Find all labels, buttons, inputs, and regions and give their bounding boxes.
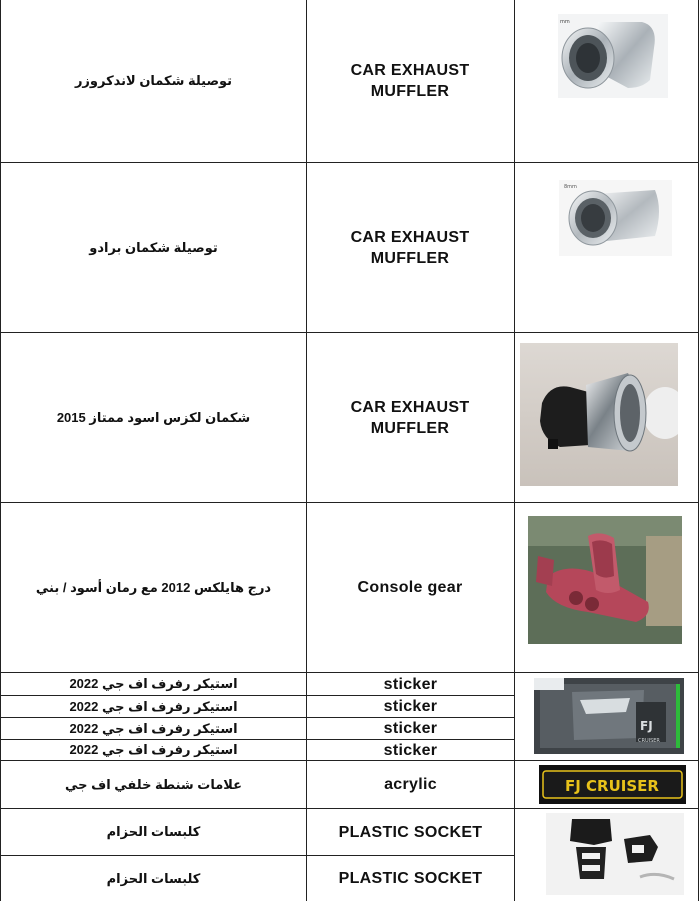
image-label: 8mm xyxy=(564,184,577,190)
fj-cruiser-emblem-photo xyxy=(539,765,686,804)
svg-text:FJ: FJ xyxy=(640,719,653,733)
english-description: PLASTIC SOCKET xyxy=(338,870,483,887)
english-description: acrylic xyxy=(384,776,437,793)
vline-2 xyxy=(514,0,515,901)
chrome-exhaust-tip-photo xyxy=(558,14,668,98)
english-description: Console gear xyxy=(357,579,463,596)
svg-text:CRUISER: CRUISER xyxy=(638,738,660,744)
english-description: sticker xyxy=(383,698,438,715)
fj-sticker-photo xyxy=(534,678,684,754)
emblem-text: FJ CRUISER xyxy=(565,777,659,795)
english-description: CAR EXHAUST MUFFLER xyxy=(350,62,470,100)
english-description: CAR EXHAUST MUFFLER xyxy=(350,398,470,437)
arabic-description: استيكر رفرف اف جي 2022 xyxy=(69,698,238,714)
vline-right xyxy=(698,0,699,901)
arabic-description: شكمان لكزس اسود ممتاز 2015 xyxy=(56,409,251,425)
english-description: CAR EXHAUST MUFFLER xyxy=(350,228,470,267)
buckle-clips-photo xyxy=(546,813,684,895)
arabic-description: كلبسات الحزام xyxy=(106,824,201,839)
arabic-description: استيكر رفرف اف جي 2022 xyxy=(69,720,238,736)
black-chrome-exhaust-photo xyxy=(520,343,678,486)
english-description: PLASTIC SOCKET xyxy=(338,823,483,841)
chrome-exhaust-tip-photo xyxy=(559,180,672,256)
arabic-description: كلبسات الحزام xyxy=(106,870,201,886)
arabic-description: استيكر رفرف اف جي 2022 xyxy=(69,676,238,691)
arabic-description: درج هايلكس 2012 مع رمان أسود / بني xyxy=(35,579,272,595)
svg-text:mm: mm xyxy=(560,19,570,25)
red-console-photo xyxy=(528,516,682,644)
arabic-description: علامات شنطة خلفي اف جي xyxy=(64,776,243,792)
arabic-description: استيكر رفرف اف جي 2022 xyxy=(69,742,238,757)
english-description: sticker xyxy=(383,741,438,759)
english-description: sticker xyxy=(383,720,438,737)
english-description: sticker xyxy=(383,675,438,693)
arabic-description: توصيلة شكمان برادو xyxy=(89,239,218,255)
arabic-description: توصيلة شكمان لاندكروزر xyxy=(74,73,233,88)
